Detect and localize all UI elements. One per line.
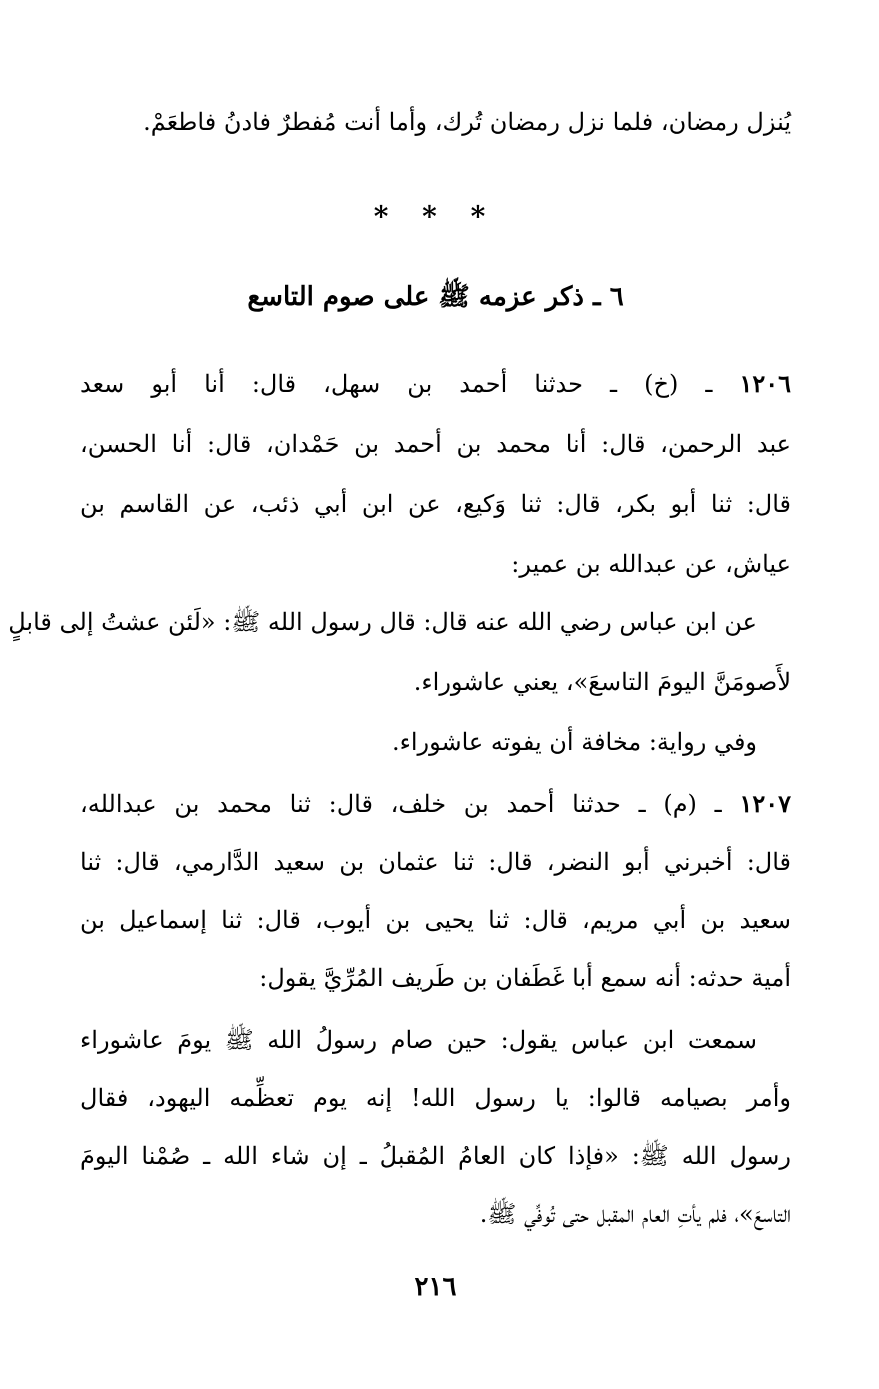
hadith-1206-matn-1: عن ابن عباس رضي الله عنه قال: قال رسول الله ﷺ: «لَئن عشتُ إلى قابلٍ xyxy=(8,608,757,636)
isnad-text: ـ (خ) ـ حدثنا أحمد بن سهل، قال: أنا أبو سعد xyxy=(80,370,713,398)
hadith-1207-matn-2: وأمر بصيامه قالوا: يا رسول الله! إنه يوم تعظِّمه اليهود، فقال xyxy=(80,1084,791,1112)
section-separator: * * * xyxy=(373,200,498,233)
hadith-1206-variant: وفي رواية: مخافة أن يفوته عاشوراء. xyxy=(391,728,757,756)
hadith-number: ١٢٠٦ xyxy=(739,369,791,398)
hadith-1207-matn-1: سمعت ابن عباس يقول: حين صام رسولُ الله ﷺ يومَ عاشوراء xyxy=(80,1026,757,1054)
hadith-1207-line-1 xyxy=(80,786,791,822)
hadith-number: ١٢٠٧ xyxy=(739,789,791,818)
hadith-1207-matn-3: رسول الله ﷺ: «فإذا كان العامُ المُقبلُ ـ إن شاء الله ـ صُمْنا اليومَ xyxy=(80,1142,791,1170)
continuation-line: يُنزل رمضان، فلما نزل رمضان تُرك، وأما أنت مُفطرٌ فادنُ فاطعَمْ. xyxy=(143,108,791,136)
hadith-1207-line-4: أمية حدثه: أنه سمع أبا غَطَفان بن طَريف المُرِّيَّ يقول: xyxy=(259,964,791,992)
hadith-1206-line-1 xyxy=(80,366,791,402)
hadith-1206-line-2: عبد الرحمن، قال: أنا محمد بن أحمد بن حَمْدان، قال: أنا الحسن، xyxy=(80,430,791,458)
hadith-1206-matn-2: لأَصومَنَّ اليومَ التاسعَ»، يعني عاشوراء. xyxy=(413,668,791,696)
hadith-1207-line-3: سعيد بن أبي مريم، قال: ثنا يحيى بن أيوب، قال: ثنا إسماعيل بن xyxy=(80,906,791,934)
hadith-1206-line-4: عياش، عن عبدالله بن عمير: xyxy=(511,550,791,578)
book-page xyxy=(8,0,792,1389)
hadith-1207-matn-4: التاسعَ»، فلم يأتِ العام المقبل حتى تُوفِّي ﷺ. xyxy=(479,1200,791,1228)
isnad-text: ـ (م) ـ حدثنا أحمد بن خلف، قال: ثنا محمد بن عبدالله، xyxy=(80,790,722,818)
page-number: ٢١٦ xyxy=(414,1272,457,1302)
hadith-1206-line-3: قال: ثنا أبو بكر، قال: ثنا وَكيع، عن ابن أبي ذئب، عن القاسم بن xyxy=(80,490,792,518)
hadith-1207-line-2: قال: أخبرني أبو النضر، قال: ثنا عثمان بن سعيد الدَّارمي، قال: ثنا xyxy=(80,848,792,876)
section-heading: ٦ ـ ذكر عزمه ﷺ على صوم التاسع xyxy=(247,282,624,312)
